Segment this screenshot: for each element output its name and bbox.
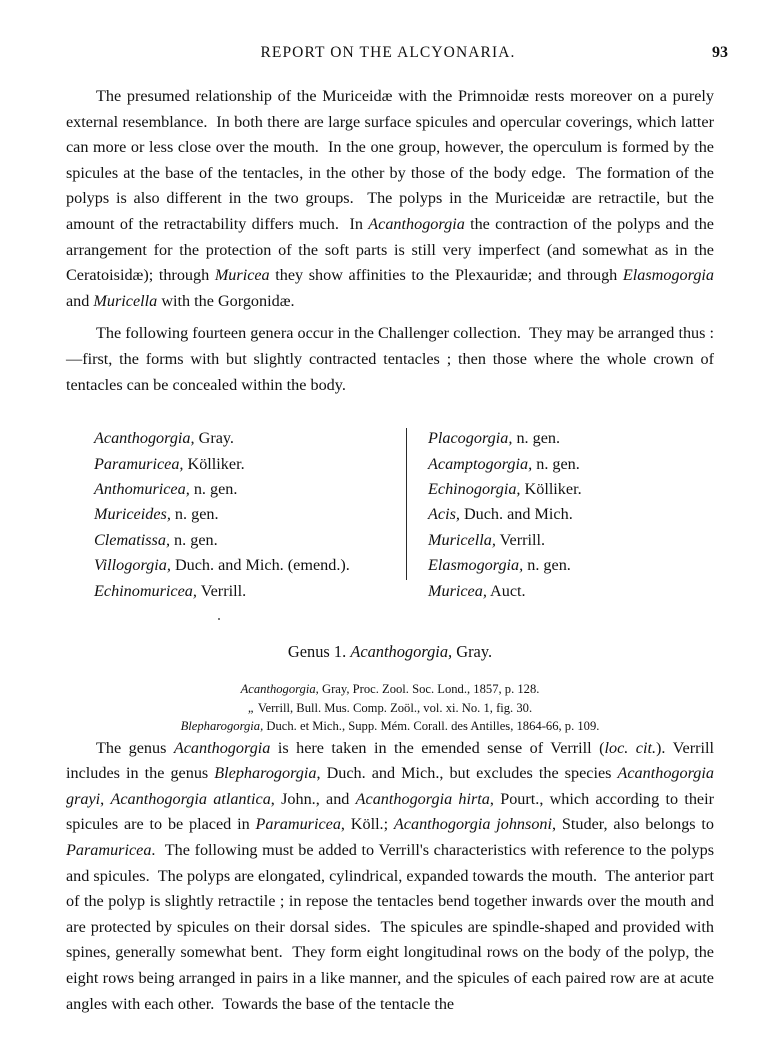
- reference-text: Duch. et Mich., Supp. Mém. Corall. des Antilles, 1864-66, p. 109.: [266, 719, 600, 734]
- genus-author: Auct.: [490, 581, 526, 600]
- genus-name: Acis,: [428, 505, 460, 524]
- reference-text: Gray, Proc. Zool. Soc. Lond., 1857, p. 128.: [321, 682, 540, 697]
- genus-name: Villogorgia,: [94, 556, 171, 575]
- list-item: [94, 502, 394, 527]
- genus-name: Muricea,: [428, 581, 487, 600]
- list-item: [94, 528, 394, 553]
- genus-author: n. gen.: [174, 505, 219, 524]
- genus-author: n. gen.: [527, 556, 571, 575]
- genus-author: Duch. and Mich. (emend.).: [174, 556, 350, 575]
- genus-author: Gray.: [198, 429, 234, 448]
- genus-author: n. gen.: [174, 530, 218, 549]
- reference-italic: „: [247, 700, 255, 715]
- reference-item: [66, 717, 714, 736]
- genus-name: Elasmogorgia,: [428, 556, 524, 575]
- genus-name: Echinomuricea,: [94, 581, 197, 600]
- genus-name: Acamptogorgia,: [428, 454, 533, 473]
- list-item: [94, 426, 394, 451]
- list-item: [428, 477, 714, 502]
- genera-column-left: [94, 426, 394, 604]
- genus-name: Clematissa,: [94, 530, 170, 549]
- genera-list: [66, 426, 714, 608]
- list-item: [94, 477, 394, 502]
- reference-italic: Acanthogorgia,: [240, 682, 319, 697]
- genus-author: Verrill.: [200, 581, 247, 600]
- genus-author: Kölliker.: [524, 479, 582, 498]
- genus-name: Paramuricea,: [94, 454, 184, 473]
- paragraph-genus-body: The genus Acanthogorgia is here taken in the emended sense of Verrill (loc. cit.). Verrill includes in the genus Blepharogorgia, Duch. and Mich., but excludes the species Acanthogorgia grayi, Acanthogorgia atlantica, John., and Acanthogorgia hirta, Pourt., which according to their spicules are to be placed in Paramuricea, Köll.; Acanthogorgia johnsoni, Studer, also belongs to Paramuricea. The following must be added to Verrill's characteristics with reference to the polyps and spicules. The polyps are elongated, cylindrical, expanded towards the mouth. The anterior part of the polyp is slightly retractile ; in repose the tentacles bend together inwards over the mouth and are protected by spicules on their dorsal sides. The spicules are spindle-shaped and provided with spines, generally somewhat bent. They form eight longitudinal rows on the body of the polyp, the eight rows being arranged in pairs in a like manner, and the spicules of each paired row are at acute angles with each other. Towards the base of the tentacle the: [66, 738, 714, 1013]
- genera-column-right: [428, 426, 714, 604]
- genus-heading-author: Gray.: [456, 642, 493, 662]
- list-item: [428, 426, 714, 451]
- page-number: 93: [712, 44, 728, 61]
- paragraph-1: The presumed relationship of the Muriceidæ with the Primnoidæ rests moreover on a purely external resemblance. In both there are large surface spicules and opercular coverings, which latter can more or less close over the mouth. In the one group, however, the operculum is formed by the spicules at the base of the tentacles, in the other by those of the body edge. The formation of the polyps is also different in the two groups. The polyps in the Muriceidæ are retractile, but the amount of the retractability differs much. In Acanthogorgia the contraction of the polyps and the arrangement for the protection of the soft parts is still very imperfect (and somewhat as in the Ceratoisidæ); through Muricea they show affinities to the Plexauridæ; and through Elasmogorgia and Muricella with the Gorgonidæ.: [66, 87, 715, 310]
- genus-name: Echinogorgia,: [428, 479, 521, 498]
- list-item: [428, 452, 714, 477]
- list-item: [94, 553, 394, 578]
- list-item: [428, 553, 714, 578]
- list-item: [428, 579, 714, 604]
- genus-author: n. gen.: [536, 454, 580, 473]
- stray-mark: [218, 618, 220, 620]
- reference-list: [66, 680, 714, 736]
- genus-name: Acanthogorgia,: [94, 429, 195, 448]
- genus-name: Anthomuricea,: [94, 479, 190, 498]
- genus-author: Kölliker.: [187, 454, 245, 473]
- genus-author: n. gen.: [193, 479, 238, 498]
- reference-item: [66, 699, 714, 718]
- page-content: [66, 84, 714, 1017]
- reference-item: [66, 680, 714, 699]
- list-item: [94, 452, 394, 477]
- list-item: [428, 528, 714, 553]
- paragraph-2: The following fourteen genera occur in the Challenger collection. They may be arranged thus :—first, the forms with but slightly contracted tentacles ; then those where the whole crown of tentacles can be concealed within the body.: [66, 324, 714, 394]
- reference-italic: Blepharogorgia,: [180, 719, 264, 734]
- genus-heading-prefix: Genus 1.: [287, 642, 347, 662]
- genus-author: n. gen.: [516, 429, 561, 448]
- genus-name: Placogorgia,: [428, 429, 513, 448]
- reference-text: Verrill, Bull. Mus. Comp. Zoöl., vol. xi. No. 1, fig. 30.: [257, 700, 533, 715]
- genus-author: Duch. and Mich.: [463, 505, 573, 524]
- list-item: [428, 502, 714, 527]
- running-title: REPORT ON THE ALCYONARIA.: [260, 44, 516, 61]
- page-header: [0, 44, 776, 66]
- list-item: [94, 579, 394, 604]
- genus-heading-name: Acanthogorgia,: [350, 642, 453, 662]
- genus-heading: [66, 642, 714, 662]
- genera-divider: [406, 428, 407, 580]
- genus-name: Muricella,: [428, 530, 496, 549]
- genus-author: Verrill.: [499, 530, 546, 549]
- genus-name: Muriceides,: [94, 505, 171, 524]
